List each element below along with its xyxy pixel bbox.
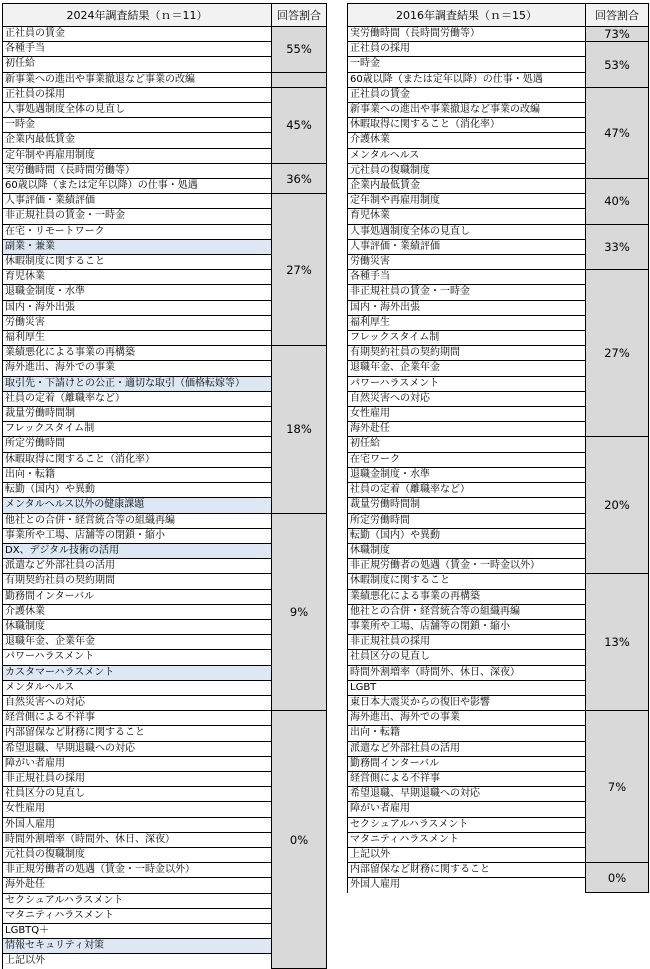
item-label: 労働災害 bbox=[348, 255, 586, 270]
item-label: 女性雇用 bbox=[348, 407, 586, 422]
rate-value bbox=[272, 72, 327, 87]
item-label: 正社員の採用 bbox=[348, 42, 586, 57]
item-label: 情報セキュリティ対策 bbox=[3, 939, 272, 954]
table-row bbox=[3, 27, 327, 42]
item-label: 60歳以降（または定年以降）の仕事・処遇 bbox=[3, 179, 272, 194]
item-label: 福利厚生 bbox=[348, 315, 586, 330]
rate-value: 7% bbox=[586, 711, 649, 863]
item-label: 希望退職、早期退職への対応 bbox=[3, 741, 272, 756]
item-label: 元社員の復職制度 bbox=[348, 163, 586, 178]
rate-value: 73% bbox=[586, 27, 649, 42]
item-label: 自然災害への対応 bbox=[3, 695, 272, 710]
item-label: 上記以外 bbox=[348, 847, 586, 862]
item-label: セクシュアルハラスメント bbox=[348, 817, 586, 832]
item-label: 正社員の賃金 bbox=[3, 27, 272, 42]
item-label: 他社との合併・経営統合等の組織再編 bbox=[3, 513, 272, 528]
item-label: 非正規労働者の処遇（賃金・一時金以外） bbox=[348, 559, 586, 574]
item-label: メンタルヘルス以外の健康課題 bbox=[3, 498, 272, 513]
item-label: 定年制や再雇用制度 bbox=[348, 194, 586, 209]
item-label: 国内・海外出張 bbox=[348, 300, 586, 315]
rate-value: 45% bbox=[272, 87, 327, 163]
item-label: 休職制度 bbox=[3, 619, 272, 634]
table-row bbox=[348, 42, 649, 57]
item-label: 在宅・リモートワーク bbox=[3, 224, 272, 239]
table-row bbox=[348, 270, 649, 285]
table-row bbox=[348, 437, 649, 452]
item-label: 海外進出、海外での事業 bbox=[3, 361, 272, 376]
item-label: 勤務間インターバル bbox=[348, 756, 586, 771]
item-label: 派遣など外部社員の活用 bbox=[3, 559, 272, 574]
item-label: 元社員の復職制度 bbox=[3, 847, 272, 862]
item-label: 社員の定着（離職率など） bbox=[348, 483, 586, 498]
table-row bbox=[348, 574, 649, 589]
table-row bbox=[3, 163, 327, 178]
rate-value: 0% bbox=[272, 711, 327, 969]
item-label: 福利厚生 bbox=[3, 331, 272, 346]
item-label: 非正規労働者の処遇（賃金・一時金以外） bbox=[3, 863, 272, 878]
item-label: 育児休業 bbox=[3, 270, 272, 285]
item-label: マタニティハラスメント bbox=[3, 908, 272, 923]
item-label: 初任給 bbox=[348, 437, 586, 452]
item-label: 自然災害への対応 bbox=[348, 391, 586, 406]
item-label: カスタマーハラスメント bbox=[3, 665, 272, 680]
item-label: 業績悪化による事業の再構築 bbox=[348, 589, 586, 604]
item-label: 人事処遇制度全体の見直し bbox=[3, 103, 272, 118]
rate-value: 13% bbox=[586, 574, 649, 711]
item-label: 一時金 bbox=[348, 57, 586, 72]
rate-value: 20% bbox=[586, 437, 649, 574]
table-row bbox=[348, 224, 649, 239]
item-label: フレックスタイム制 bbox=[348, 331, 586, 346]
item-label: LGBTQ＋ bbox=[3, 923, 272, 938]
item-label: 企業内最低賃金 bbox=[348, 179, 586, 194]
item-label: 海外赴任 bbox=[3, 878, 272, 893]
table-row bbox=[348, 711, 649, 726]
item-label: 定年制や再雇用制度 bbox=[3, 148, 272, 163]
table-row bbox=[348, 863, 649, 878]
rate-value: 18% bbox=[272, 346, 327, 513]
item-label: 休職制度 bbox=[348, 543, 586, 558]
rate-header-2024: 回答割合 bbox=[272, 4, 327, 27]
item-label: 退職金制度・水準 bbox=[3, 285, 272, 300]
item-label: 事業所や工場、店舗等の閉鎖・縮小 bbox=[3, 528, 272, 543]
survey-table-2016 bbox=[347, 3, 649, 893]
rate-value: 9% bbox=[272, 513, 327, 711]
item-label: フレックスタイム制 bbox=[3, 422, 272, 437]
rate-value: 53% bbox=[586, 42, 649, 88]
item-label: 出向・転籍 bbox=[348, 726, 586, 741]
item-label: 社員区分の見直し bbox=[348, 650, 586, 665]
item-label: 労働災害 bbox=[3, 315, 272, 330]
table-row bbox=[348, 179, 649, 194]
item-label: 人事処遇制度全体の見直し bbox=[348, 224, 586, 239]
item-label: 社員の定着（離職率など） bbox=[3, 391, 272, 406]
table-row bbox=[348, 87, 649, 102]
item-label: 海外赴任 bbox=[348, 422, 586, 437]
item-label: 裁量労働時間制 bbox=[3, 407, 272, 422]
item-label: 介護休業 bbox=[3, 604, 272, 619]
item-label: 休暇取得に関すること（消化率） bbox=[348, 118, 586, 133]
item-label: 正社員の採用 bbox=[3, 87, 272, 102]
table-title-2016: 2016年調査結果（ｎ＝15） bbox=[348, 4, 586, 27]
rate-value: 55% bbox=[272, 27, 327, 73]
rate-value: 27% bbox=[586, 270, 649, 437]
item-label: 各種手当 bbox=[348, 270, 586, 285]
item-label: メンタルヘルス bbox=[3, 680, 272, 695]
item-label: セクシュアルハラスメント bbox=[3, 893, 272, 908]
item-label: 正社員の賃金 bbox=[348, 87, 586, 102]
item-label: 人事評価・業績評価 bbox=[348, 239, 586, 254]
item-label: 実労働時間（長時間労働等） bbox=[348, 27, 586, 42]
item-label: 非正規社員の採用 bbox=[3, 771, 272, 786]
item-label: 退職年金、企業年金 bbox=[348, 361, 586, 376]
item-label: 一時金 bbox=[3, 118, 272, 133]
item-label: 休暇制度に関すること bbox=[3, 255, 272, 270]
item-label: 出向・転籍 bbox=[3, 467, 272, 482]
item-label: 上記以外 bbox=[3, 954, 272, 969]
item-label: 新事業への進出や事業撤退など事業の改編 bbox=[3, 72, 272, 87]
item-label: 副業・兼業 bbox=[3, 239, 272, 254]
rate-value: 0% bbox=[586, 863, 649, 893]
item-label: 事業所や工場、店舗等の閉鎖・縮小 bbox=[348, 619, 586, 634]
item-label: パワーハラスメント bbox=[3, 650, 272, 665]
rate-value: 47% bbox=[586, 87, 649, 178]
table-row bbox=[3, 72, 327, 87]
table-row bbox=[3, 513, 327, 528]
item-label: 所定労働時間 bbox=[348, 513, 586, 528]
item-label: 障がい者雇用 bbox=[3, 756, 272, 771]
item-label: 内部留保など財務に関すること bbox=[348, 863, 586, 878]
item-label: 退職年金、企業年金 bbox=[3, 635, 272, 650]
item-label: LGBT bbox=[348, 680, 586, 695]
item-label: 国内・海外出張 bbox=[3, 300, 272, 315]
item-label: 60歳以降（または定年以降）の仕事・処遇 bbox=[348, 72, 586, 87]
item-label: 時間外割増率（時間外、休日、深夜） bbox=[348, 665, 586, 680]
rate-value: 36% bbox=[272, 163, 327, 193]
item-label: 初任給 bbox=[3, 57, 272, 72]
item-label: 外国人雇用 bbox=[348, 878, 586, 893]
item-label: メンタルヘルス bbox=[348, 148, 586, 163]
item-label: 介護休業 bbox=[348, 133, 586, 148]
item-label: 転勤（国内）や異動 bbox=[348, 528, 586, 543]
item-label: 海外進出、海外での事業 bbox=[348, 711, 586, 726]
item-label: 実労働時間（長時間労働等） bbox=[3, 163, 272, 178]
item-label: 有期契約社員の契約期間 bbox=[3, 574, 272, 589]
item-label: 希望退職、早期退職への対応 bbox=[348, 787, 586, 802]
item-label: パワーハラスメント bbox=[348, 376, 586, 391]
table-row bbox=[3, 711, 327, 726]
item-label: 非正規社員の採用 bbox=[348, 635, 586, 650]
item-label: 経営側による不祥事 bbox=[348, 771, 586, 786]
item-label: 人事評価・業績評価 bbox=[3, 194, 272, 209]
item-label: 経営側による不祥事 bbox=[3, 711, 272, 726]
table-row bbox=[3, 194, 327, 209]
item-label: 勤務間インターバル bbox=[3, 589, 272, 604]
item-label: 新事業への進出や事業撤退など事業の改編 bbox=[348, 103, 586, 118]
item-label: 在宅ワーク bbox=[348, 452, 586, 467]
item-label: 育児休業 bbox=[348, 209, 586, 224]
item-label: 裁量労働時間制 bbox=[348, 498, 586, 513]
item-label: 内部留保など財務に関すること bbox=[3, 726, 272, 741]
table-row bbox=[348, 27, 649, 42]
item-label: 社員区分の見直し bbox=[3, 787, 272, 802]
item-label: 退職金制度・水準 bbox=[348, 467, 586, 482]
item-label: DX、デジタル技術の活用 bbox=[3, 543, 272, 558]
item-label: マタニティハラスメント bbox=[348, 832, 586, 847]
rate-value: 33% bbox=[586, 224, 649, 270]
item-label: 他社との合併・経営統合等の組織再編 bbox=[348, 604, 586, 619]
item-label: 休暇制度に関すること bbox=[348, 574, 586, 589]
item-label: 外国人雇用 bbox=[3, 817, 272, 832]
item-label: 所定労働時間 bbox=[3, 437, 272, 452]
item-label: 有期契約社員の契約期間 bbox=[348, 346, 586, 361]
rate-header-2016: 回答割合 bbox=[586, 4, 649, 27]
rate-value: 40% bbox=[586, 179, 649, 225]
table-row bbox=[3, 346, 327, 361]
table-title-2024: 2024年調査結果（ｎ＝11） bbox=[3, 4, 272, 27]
item-label: 業績悪化による事業の再構築 bbox=[3, 346, 272, 361]
item-label: 非正規社員の賃金・一時金 bbox=[348, 285, 586, 300]
survey-table-2024 bbox=[2, 3, 327, 969]
item-label: 企業内最低賃金 bbox=[3, 133, 272, 148]
item-label: 転勤（国内）や異動 bbox=[3, 483, 272, 498]
item-label: 休暇取得に関すること（消化率） bbox=[3, 452, 272, 467]
item-label: 女性雇用 bbox=[3, 802, 272, 817]
item-label: 非正規社員の賃金・一時金 bbox=[3, 209, 272, 224]
item-label: 各種手当 bbox=[3, 42, 272, 57]
item-label: 派遣など外部社員の活用 bbox=[348, 741, 586, 756]
table-row bbox=[3, 87, 327, 102]
rate-value: 27% bbox=[272, 194, 327, 346]
item-label: 障がい者雇用 bbox=[348, 802, 586, 817]
item-label: 時間外割増率（時間外、休日、深夜） bbox=[3, 832, 272, 847]
item-label: 取引先・下請けとの公正・適切な取引（価格転嫁等） bbox=[3, 376, 272, 391]
item-label: 東日本大震災からの復旧や影響 bbox=[348, 695, 586, 710]
